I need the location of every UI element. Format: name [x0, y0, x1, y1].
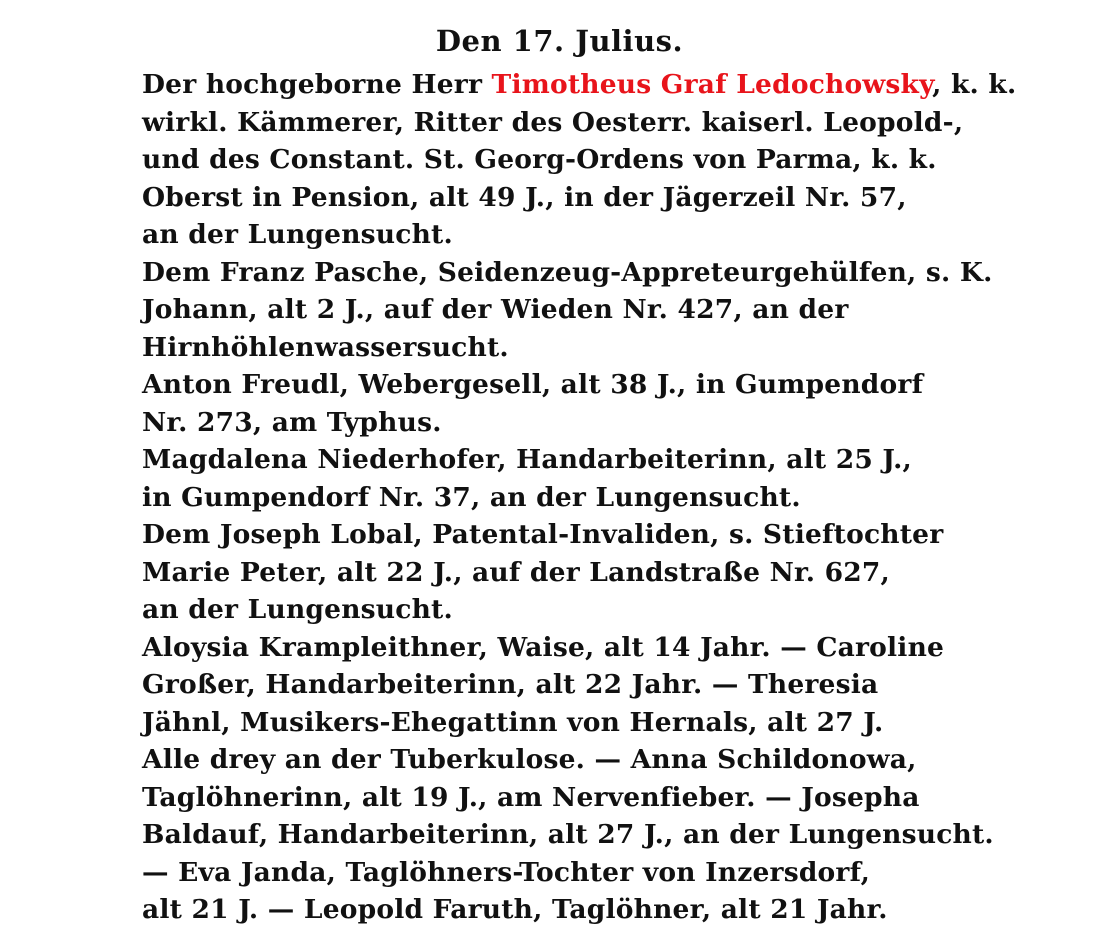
register-entry-niederhofer [142, 441, 1012, 516]
entry-line: an der Lungensucht. [142, 594, 453, 625]
entry-line: Anton Freudl, Webergesell, alt 38 J., in Gumpendorf [142, 369, 924, 400]
register-entry-krampleithner-group [142, 629, 1012, 929]
entry-line: Baldauf, Handarbeiterinn, alt 27 J., an der Lungensucht. [142, 819, 994, 850]
entry-line: Oberst in Pension, alt 49 J., in der Jägerzeil Nr. 57, [142, 181, 907, 213]
entry-line: Johann, alt 2 J., auf der Wieden Nr. 427, an der [142, 294, 849, 325]
entry-line-prefix: Der hochgeborne Herr [142, 69, 492, 100]
entry-line: Alle drey an der Tuberkulose. — Anna Schildonowa, [142, 744, 917, 775]
register-entry-ledochowsky [142, 66, 1017, 254]
entry-line-suffix: , k. k. [932, 69, 1017, 100]
entry-line: Jähnl, Musikers-Ehegattinn von Hernals, alt 27 J. [142, 706, 884, 738]
entry-line: Dem Franz Pasche, Seidenzeug-Appreteurgehülfen, s. K. [142, 256, 993, 288]
entry-line: alt 21 J. — Leopold Faruth, Taglöhner, alt 21 Jahr. [142, 894, 888, 925]
entry-line: Aloysia Krampleithner, Waise, alt 14 Jahr. — Caroline [142, 631, 945, 663]
entry-line: Nr. 273, am Typhus. [142, 406, 442, 438]
highlighted-name: Timotheus Graf Ledochowsky [491, 69, 933, 100]
register-entry-freudl [142, 366, 1012, 441]
entry-line: Dem Joseph Lobal, Patental-Invaliden, s. Stieftochter [142, 519, 944, 550]
entry-line: in Gumpendorf Nr. 37, an der Lungensucht. [142, 481, 801, 513]
entry-line: wirkl. Kämmerer, Ritter des Oesterr. kaiserl. Leopold-, [142, 106, 964, 138]
register-entry-lobal [142, 516, 1012, 629]
entry-line: Hirnhöhlenwassersucht. [142, 331, 509, 363]
death-register-entries [142, 66, 1017, 929]
date-heading: Den 17. Julius. [435, 24, 684, 58]
entry-line: und des Constant. St. Georg-Ordens von Parma, k. k. [142, 144, 937, 175]
entry-line: Marie Peter, alt 22 J., auf der Landstraße Nr. 627, [142, 556, 890, 588]
entry-line: an der Lungensucht. [142, 219, 453, 250]
register-entry-pasche [142, 254, 1012, 367]
entry-line: Taglöhnerinn, alt 19 J., am Nervenfieber. — Josepha [142, 781, 920, 813]
entry-line: — Eva Janda, Taglöhners-Tochter von Inzersdorf, [142, 856, 871, 888]
entry-line: Magdalena Niederhofer, Handarbeiterinn, alt 25 J., [142, 444, 912, 475]
entry-line [142, 66, 1017, 104]
entry-line: Großer, Handarbeiterinn, alt 22 Jahr. — Theresia [142, 669, 879, 700]
